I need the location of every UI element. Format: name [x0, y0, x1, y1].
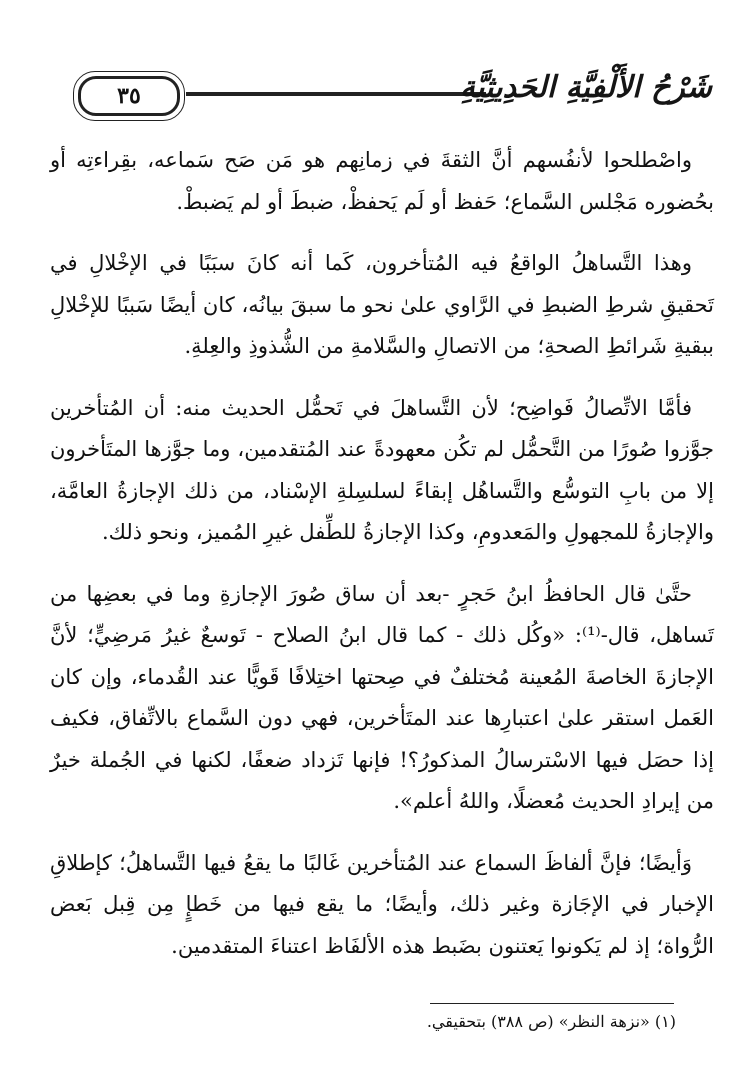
book-title: شَرْحُ الأَلْفِيَّةِ الحَدِيثِيَّةِ [460, 70, 712, 105]
paragraph: وَأيضًا؛ فإنَّ ألفاظَ السماع عند المُتأخرين غَالبًا ما يقعُ فيها التَّساهلُ؛ كإطلاقِ الإخبار في الإجَازة وغير ذلك، وأيضًا؛ ما يقع فيها من خَطإٍ مِن قِبل بَعض الرُّواة؛ إذ لم يَكونوا يَعتنون بضَبط هذه الألفَاظ اعتناءَ المتقدمين. [50, 850, 714, 958]
page-body [50, 140, 714, 987]
footnote: (١) «نزهة النظر» (ص ٣٨٨) بتحقيقي. [426, 1012, 676, 1031]
paragraph: فأمَّا الاتِّصالُ فَواضِح؛ لأن التَّساهلَ في تَحمُّل الحديث منه: أن المُتأخرين جوَّزوا صُورًا من التَّحمُّل لم تكُن معهودةً عند المُتقدمين، وما جوَّزها المتَأخرون إلا من بابِ التوسُّع والتَّساهُل إبقاءً لسلسِلةِ الإسْناد، من ذلك الإجازةُ العامَّة، والإجازةُ للمجهولِ والمَعدومِ، وكذا الإجازةُ للطِّفل غيرِ المُميز، ونحو ذلك. [50, 395, 714, 544]
paragraph: واصْطلحوا لأنفُسهم أنَّ الثقةَ في زمانِهم هو مَن صَح سَماعه، بقِراءتِه أو بحُضوره مَجْلس السَّماع؛ حَفظ أو لَم يَحفظْ، ضبطَ أو لم يَضبطْ. [50, 148, 714, 214]
paragraph: وهذا التَّساهلُ الواقعُ فيه المُتأخرون، كَما أنه كانَ سبَبًا في الإخْلالِ في تَحقيقِ شرطِ الضبطِ في الرَّاوي علىٰ نحو ما سبقَ بيانُه، كان أيضًا سَببًا للإخْلالِ ببقيةِ شَرائطِ الصحةِ؛ من الاتصالِ والسَّلامةِ من الشُّذوذِ والعِلةِ. [50, 251, 714, 358]
page-header [48, 70, 712, 130]
page-number: ٣٥ [78, 76, 180, 116]
header-rule [186, 92, 486, 96]
footnote-rule [430, 1003, 674, 1004]
paragraph: حتَّىٰ قال الحافظُ ابنُ حَجرٍ -بعد أن ساق صُورَ الإجازةِ وما في بعضِها من تَساهل، قال-⁽¹⁾: «وكُل ذلك - كما قال ابنُ الصلاح - تَوسعٌ غيرُ مَرضِيٍّ؛ لأنَّ الإجازةَ الخاصةَ المُعينة مُختلفٌ في صِحتها اختِلافًا قَويًّا عند القُدماء، وإن كان العَمل استقر علىٰ اعتبارِها عند المتَأخرين، فهي دون السَّماع بالاتِّفاق، فكيف إذا حصَل فيها الاسْترسالُ المذكورُ؟! فإنها تَزداد ضعفًا، لكنها في الجُملة خيرٌ من إيرادِ الحديث مُعضلًا، واللهُ أعلم». [50, 581, 714, 813]
